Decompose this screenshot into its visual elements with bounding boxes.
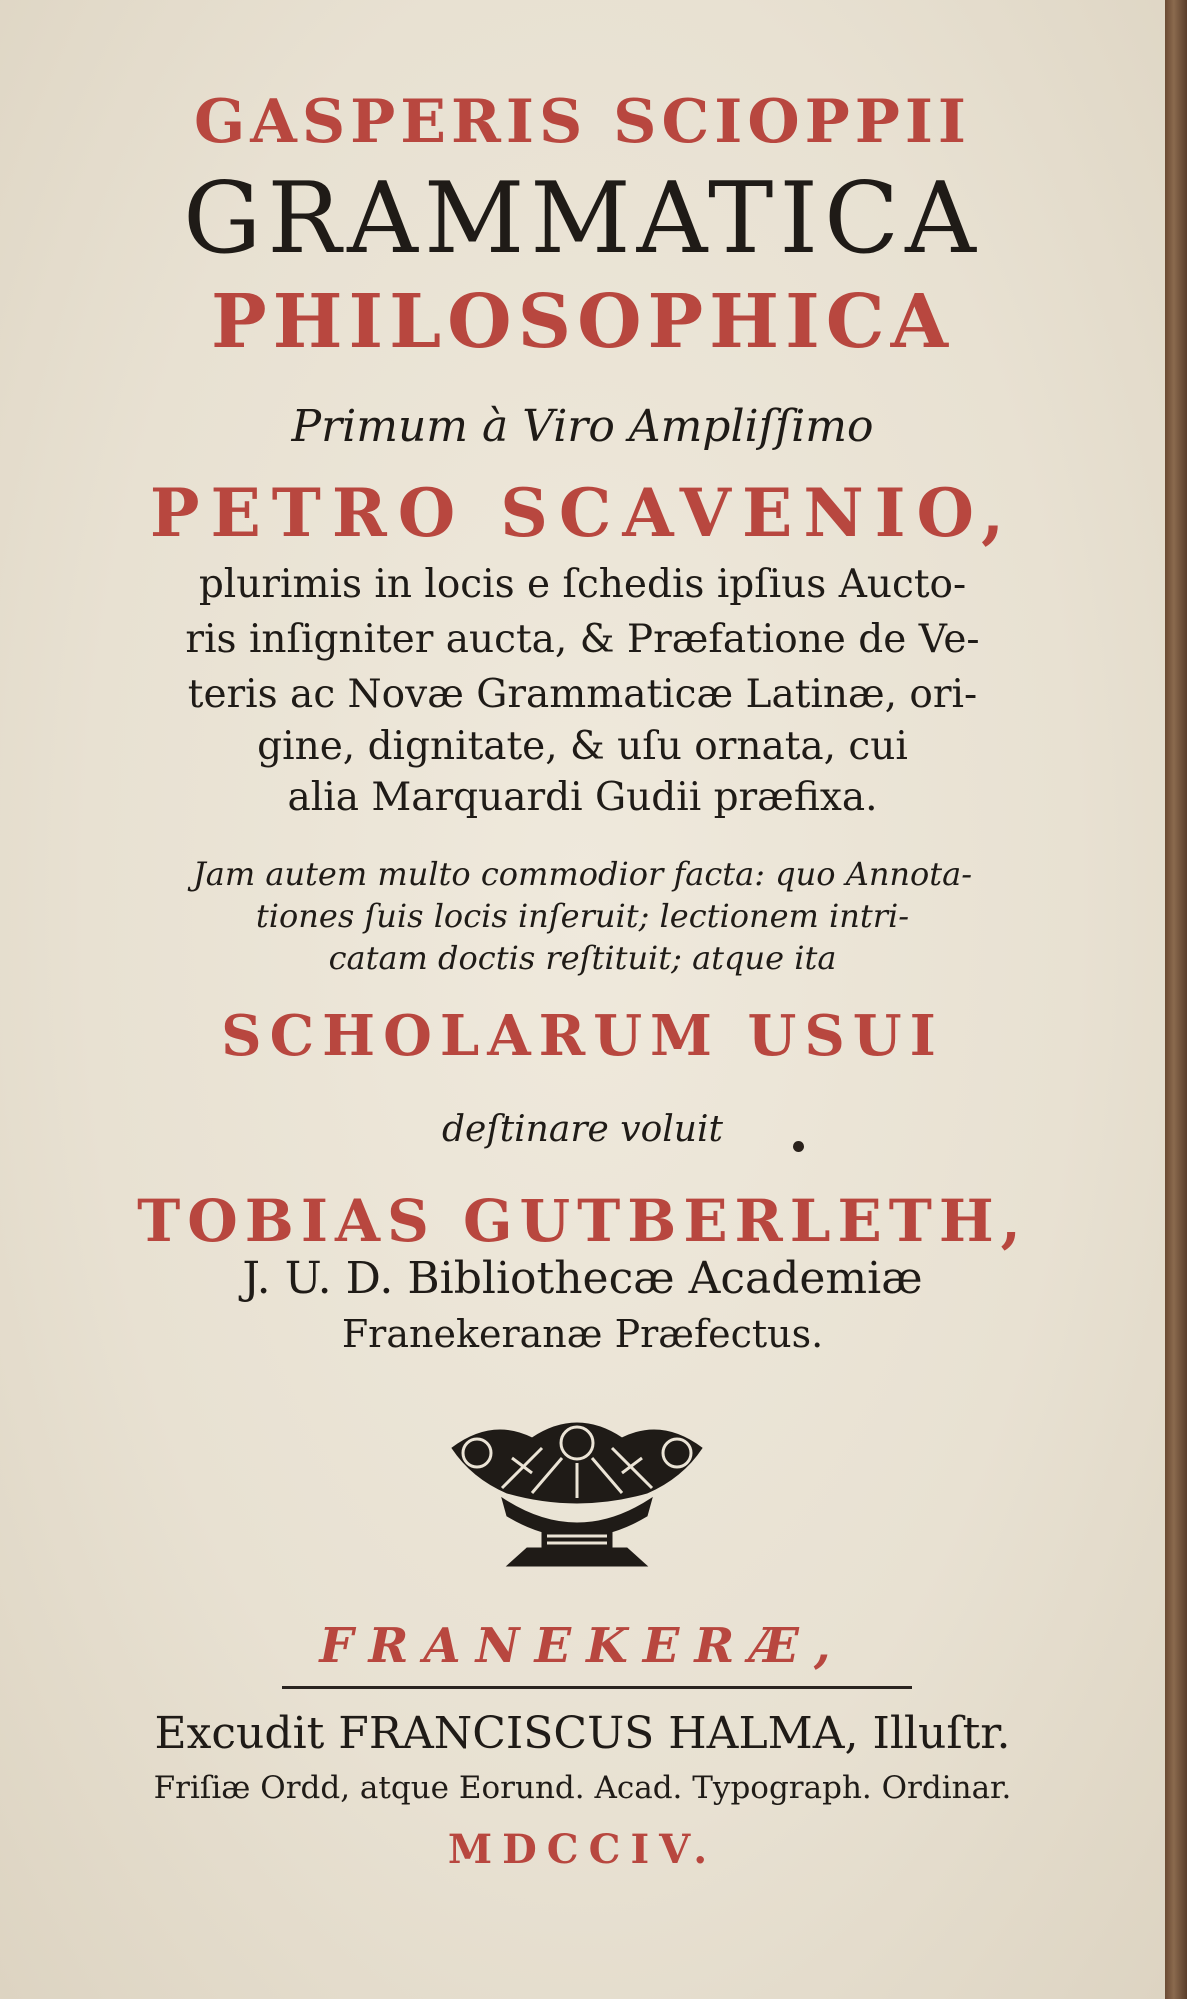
italic-line: Jam autem multo commodior facta: quo Annota- — [192, 855, 973, 893]
reviser-title-line-2: Franekeranæ Præfectus. — [341, 1312, 824, 1356]
italic-line: catam doctis reſtituit; atque ita — [328, 939, 837, 977]
scholarum-line: SCHOLARUM USUI — [221, 1003, 944, 1069]
author-name: GASPERIS SCIOPPII — [194, 87, 971, 157]
printer-detail-line: Friſiæ Ordd, atque Eorund. Acad. Typograph. Ordinar. — [153, 1770, 1012, 1806]
italic-line: tiones ſuis locis inſeruit; lectionem intri- — [255, 897, 910, 935]
body-line: ris inſigniter aucta, & Præfatione de Ve- — [185, 617, 980, 662]
printer-line: Excudit FRANCISCUS HALMA, Illuſtr. — [154, 1708, 1011, 1759]
primum-line: Primum à Viro Ampliſſimo — [291, 401, 874, 452]
body-line: gine, dignitate, & uſu ornata, cui — [257, 724, 908, 769]
body-line: teris ac Novæ Grammaticæ Latinæ, ori- — [187, 672, 978, 717]
imprint-city: FRANEKERÆ, — [319, 1618, 846, 1674]
body-line: alia Marquardi Gudii præfixa. — [287, 775, 878, 820]
editor-name: PETRO SCAVENIO, — [149, 474, 1016, 552]
book-title-line-1: GRAMMATICA — [183, 162, 982, 276]
flower-vase-ornament — [432, 1398, 722, 1573]
reviser-name: TOBIAS GUTBERLETH, — [137, 1187, 1028, 1255]
body-line: plurimis in locis e ſchedis ipſius Auсto- — [198, 562, 967, 607]
imprint-rule — [282, 1686, 912, 1689]
book-title-line-2: PHILOSOPHICA — [210, 279, 955, 365]
destinare-line: deſtinare voluit — [442, 1109, 723, 1150]
reviser-title-line-1: J. U. D. Bibliothecæ Academiæ — [242, 1253, 923, 1304]
imprint-date: MDCCIV. — [447, 1826, 718, 1873]
ink-spot — [793, 1141, 804, 1152]
book-edge — [1165, 0, 1187, 1999]
